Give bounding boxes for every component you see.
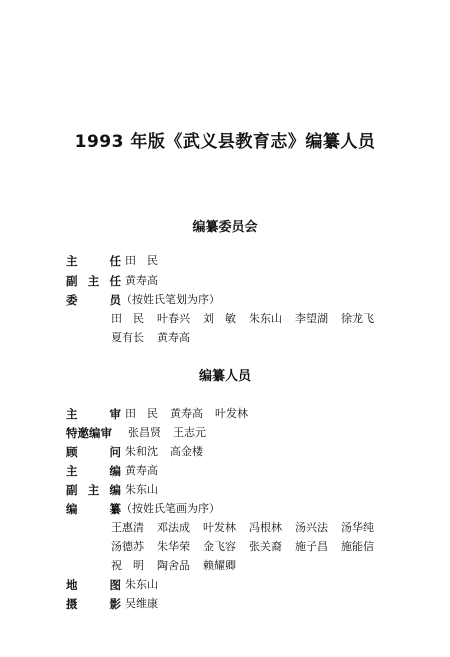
person-name: 汤兴法: [295, 521, 328, 534]
names: [121, 595, 170, 613]
staff-maps-row: [66, 576, 170, 594]
names: [121, 576, 170, 594]
person-name: 李望湖: [295, 312, 328, 325]
role-label: 副主编: [66, 483, 121, 497]
staff-special-editor-row: [66, 424, 218, 442]
ordering-note: （按姓氏笔划为序）: [121, 293, 220, 306]
role-label: 顾 问: [66, 445, 121, 459]
person-name: 朱和沈: [125, 445, 158, 458]
person-name: 吴维康: [125, 597, 158, 610]
page-title: 1993 年版《武义县教育志》编纂人员: [74, 132, 376, 152]
role-label: 主 编: [66, 464, 121, 478]
compilers-line-3: [111, 557, 249, 575]
names: [121, 272, 170, 290]
person-name: 徐龙飞: [341, 312, 374, 325]
person-name: 邓法成: [157, 521, 190, 534]
person-name: 叶发林: [203, 521, 236, 534]
role-label: 摄 影: [66, 597, 121, 611]
person-name: 汤华纯: [341, 521, 374, 534]
staff-advisor-row: [66, 443, 215, 461]
role-label: 编 纂: [66, 502, 121, 516]
person-name: 田 民: [125, 407, 158, 420]
person-name: 陶舍品: [157, 559, 190, 572]
person-name: 叶春兴: [157, 312, 190, 325]
role-label: 委 员: [66, 293, 121, 307]
person-name: 王惠清: [111, 521, 144, 534]
staff-deputy-editor-row: [66, 481, 170, 499]
person-name: 王志元: [173, 426, 206, 439]
role-label: 地 图: [66, 578, 121, 592]
compilers-line-1: [111, 519, 387, 537]
person-name: 黄寿高: [125, 464, 158, 477]
committee-deputy-row: [66, 272, 170, 290]
names: [128, 424, 218, 442]
person-name: 田 民: [111, 312, 144, 325]
names: [121, 462, 170, 480]
committee-members-line-2: [111, 329, 203, 347]
person-name: 叶发林: [215, 407, 248, 420]
committee-members-line-1: [111, 310, 387, 328]
staff-compilers-row: [66, 500, 220, 518]
names: [121, 252, 170, 270]
person-name: 施子昌: [295, 540, 328, 553]
staff-heading: 编纂人员: [198, 369, 251, 384]
names: [121, 481, 170, 499]
person-name: 黄寿高: [125, 274, 158, 287]
staff-chief-editor-row: [66, 462, 170, 480]
names: [121, 405, 260, 423]
person-name: 刘 敏: [203, 312, 236, 325]
person-name: 汤德苏: [111, 540, 144, 553]
person-name: 张关裔: [249, 540, 282, 553]
person-name: 黄寿高: [157, 331, 190, 344]
staff-reviewer-row: [66, 405, 260, 423]
committee-members-row: [66, 291, 220, 309]
staff-photography-row: [66, 595, 170, 613]
person-name: 张昌贤: [128, 426, 161, 439]
person-name: 夏有长: [111, 331, 144, 344]
person-name: 朱华荣: [157, 540, 190, 553]
person-name: 施能信: [341, 540, 374, 553]
committee-heading: 编纂委员会: [192, 220, 258, 235]
compilers-line-2: [111, 538, 387, 556]
role-label: 主 任: [66, 254, 121, 268]
person-name: 朱东山: [125, 483, 158, 496]
person-name: 黄寿高: [170, 407, 203, 420]
person-name: 冯根林: [249, 521, 282, 534]
person-name: 高金楼: [170, 445, 203, 458]
person-name: 金飞容: [203, 540, 236, 553]
role-label: 主 审: [66, 407, 121, 421]
ordering-note: （按姓氏笔画为序）: [121, 502, 220, 515]
person-name: 朱东山: [249, 312, 282, 325]
role-label: 副主任: [66, 274, 121, 288]
person-name: 赖耀卿: [203, 559, 236, 572]
committee-director-row: [66, 252, 170, 270]
role-label: 特邀编审: [66, 426, 112, 440]
person-name: 祝 明: [111, 559, 144, 572]
names: [121, 443, 215, 461]
person-name: 田 民: [125, 254, 158, 267]
person-name: 朱东山: [125, 578, 158, 591]
